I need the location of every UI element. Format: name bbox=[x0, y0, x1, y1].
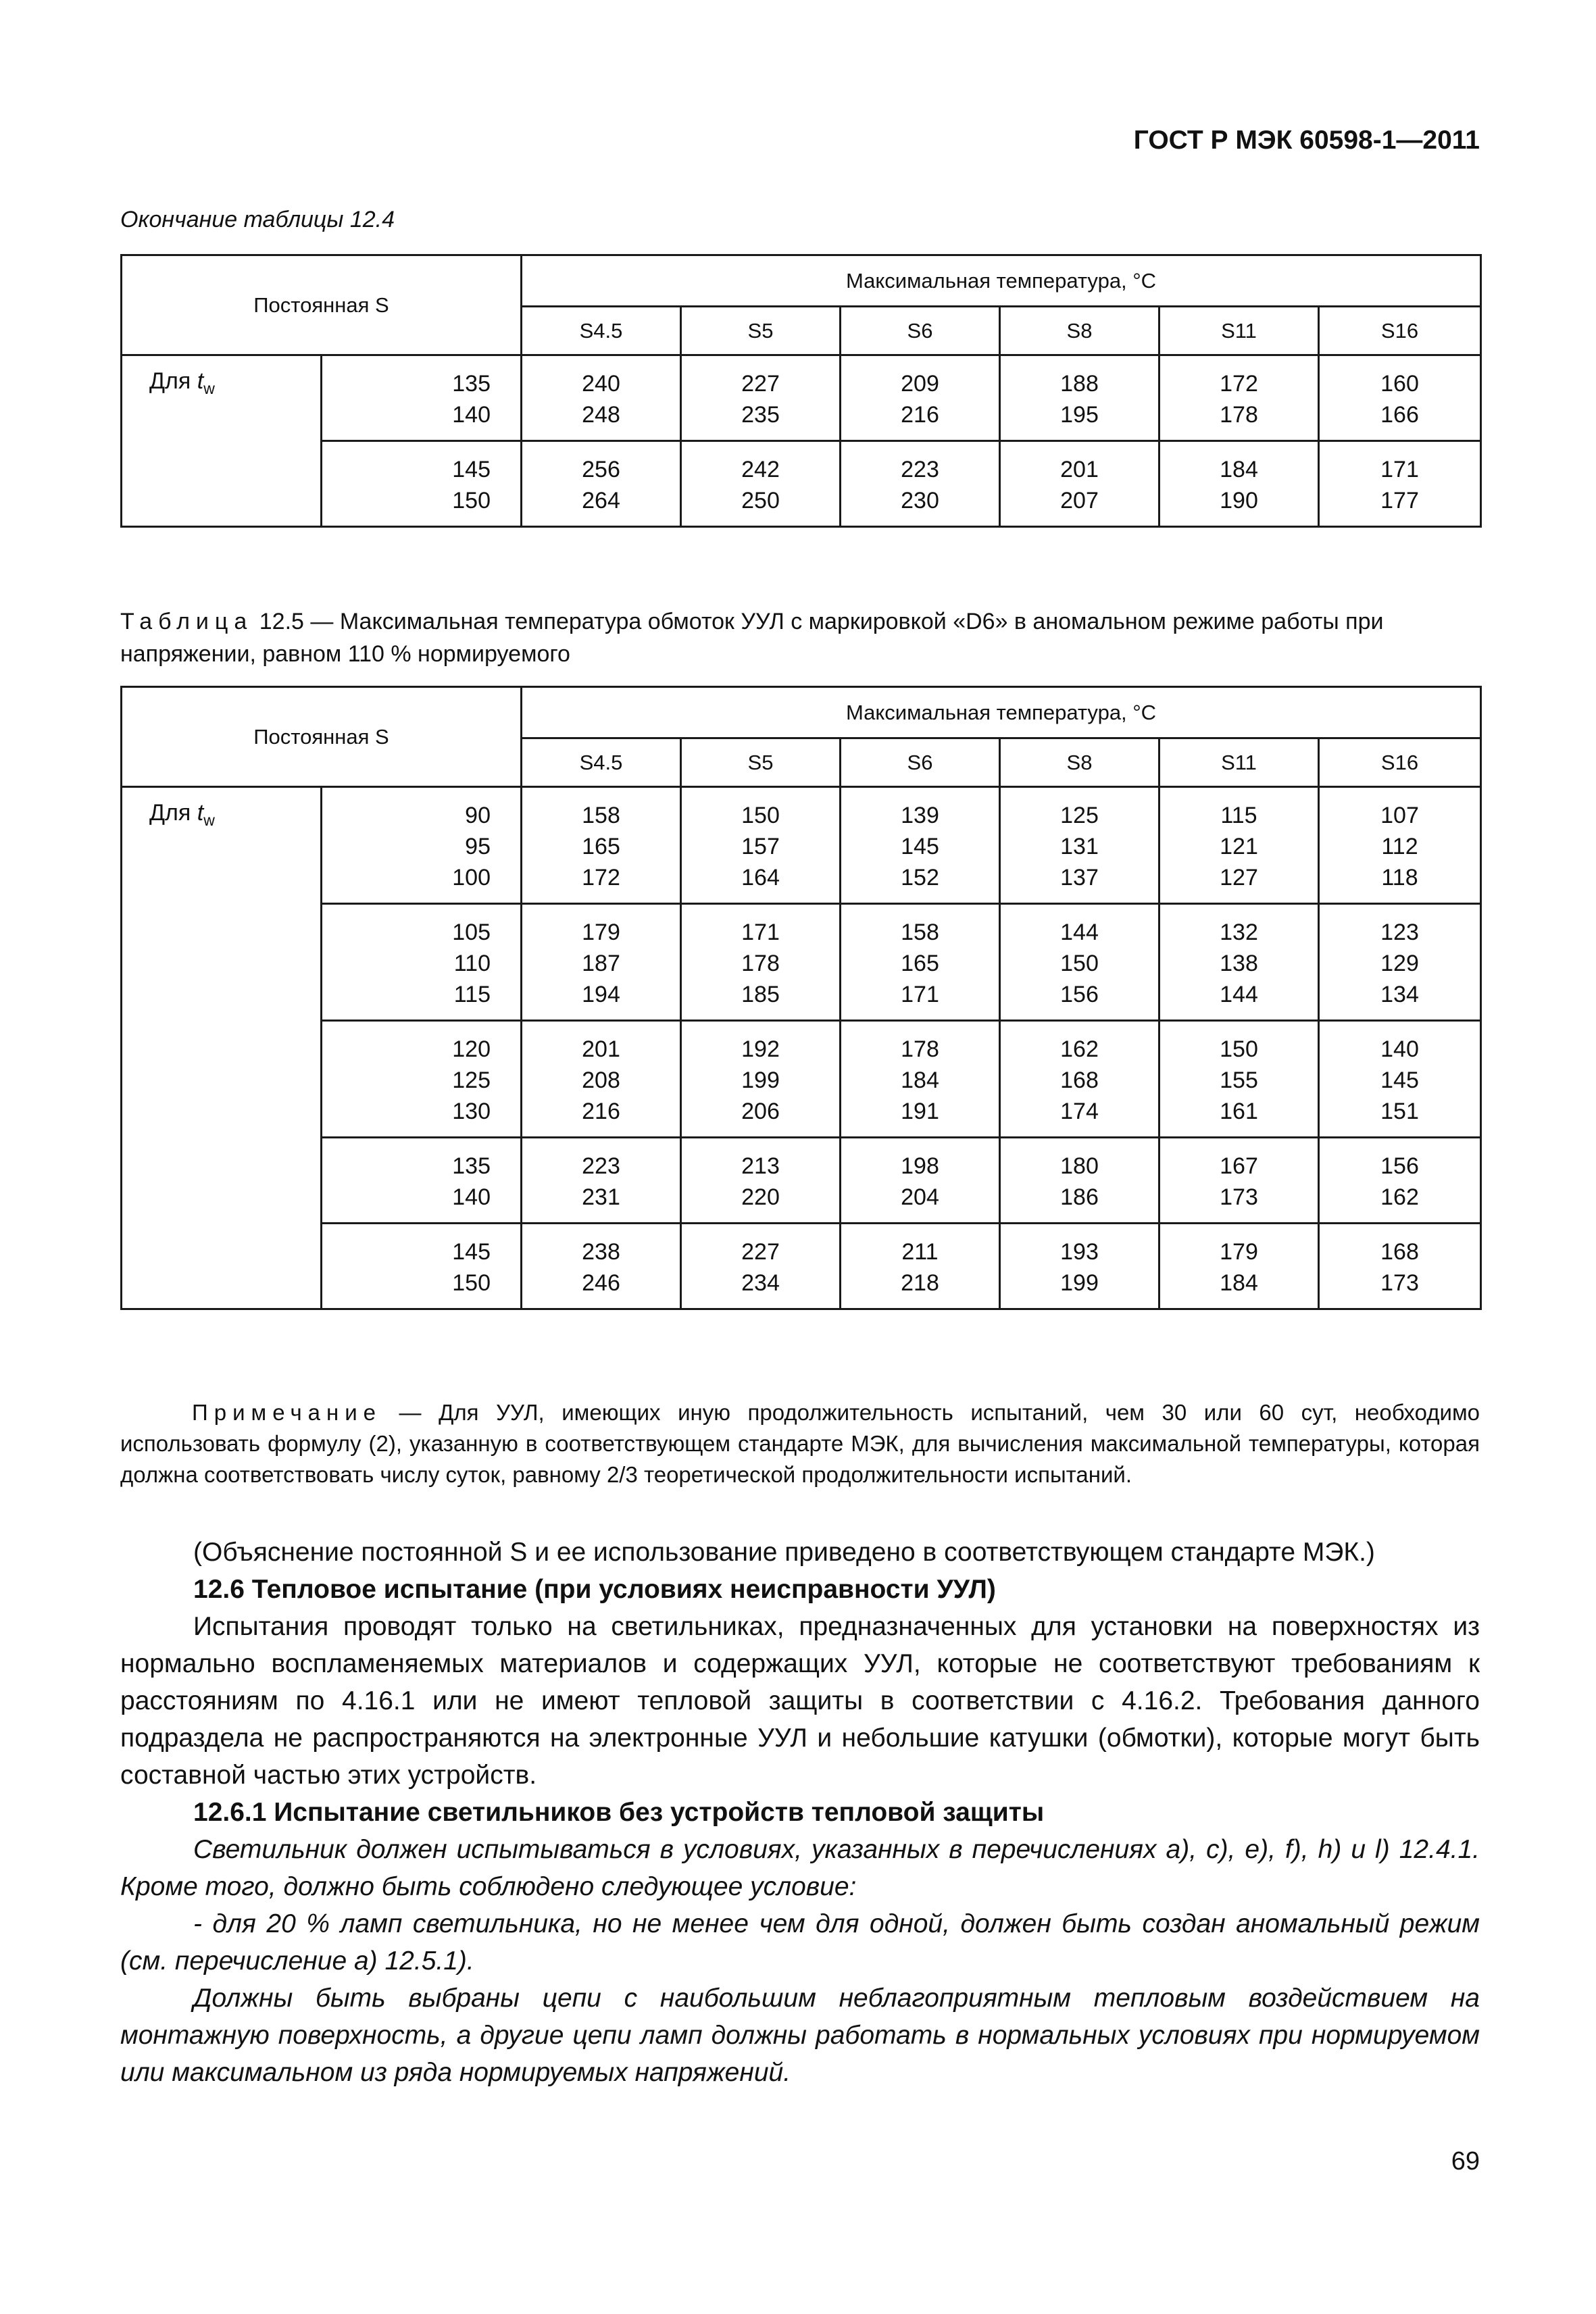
cell-value: 150 bbox=[452, 488, 491, 513]
cell-values bbox=[522, 441, 681, 527]
cell-value: 156 bbox=[1060, 982, 1099, 1007]
tw-values bbox=[322, 355, 522, 441]
cell-value: w bbox=[203, 811, 215, 829]
cell-value: 220 bbox=[741, 1184, 780, 1210]
cell-values bbox=[681, 441, 841, 527]
body-text bbox=[120, 1534, 1480, 2091]
cell-value: 123 bbox=[1380, 920, 1419, 945]
cell-value: 211 bbox=[901, 1239, 939, 1265]
table-continuation-caption: Окончание таблицы 12.4 bbox=[120, 207, 395, 232]
cell-value: 188 bbox=[1060, 371, 1099, 397]
cell-values bbox=[1159, 1224, 1319, 1309]
cell-value: 171 bbox=[1380, 457, 1419, 482]
column-header: S4.5 bbox=[522, 738, 681, 787]
section-heading: 12.6 Тепловое испытание (при условиях неисправности УУЛ) bbox=[193, 1575, 996, 1604]
cell-values bbox=[1159, 787, 1319, 904]
cell-value: 206 bbox=[741, 1099, 780, 1124]
cell-values bbox=[1000, 1021, 1159, 1138]
cell-value: 199 bbox=[741, 1067, 780, 1093]
subsection-heading: 12.6.1 Испытание светильников без устройств тепловой защиты bbox=[193, 1798, 1045, 1827]
column-header: S4.5 bbox=[522, 307, 681, 355]
cell-value: 264 bbox=[582, 488, 620, 513]
column-header: S16 bbox=[1319, 738, 1481, 787]
cell-value: 184 bbox=[901, 1067, 939, 1093]
column-header: S16 bbox=[1319, 307, 1481, 355]
tw-values bbox=[322, 441, 522, 527]
cell-value: 135 bbox=[452, 371, 491, 397]
row-label-tw bbox=[122, 787, 322, 1309]
column-header: S6 bbox=[841, 307, 1000, 355]
paragraph: Светильник должен испытываться в условиях, указанных в перечислениях а), с), е), f), h) и l) 12.4.1. Кроме того, должно быть соблюдено следующее условие: bbox=[120, 1835, 1480, 1901]
cell-value: 132 bbox=[1220, 920, 1258, 945]
cell-value: 120 bbox=[452, 1036, 491, 1062]
cell-value: 230 bbox=[901, 488, 939, 513]
row-label-tw bbox=[122, 355, 322, 527]
table-row bbox=[122, 1138, 1481, 1224]
cell-value: 201 bbox=[1060, 457, 1099, 482]
column-header: S11 bbox=[1159, 738, 1319, 787]
cell-values bbox=[841, 441, 1000, 527]
cell-value: 204 bbox=[901, 1184, 939, 1210]
cell-value: 168 bbox=[1380, 1239, 1419, 1265]
cell-value: 112 bbox=[1381, 834, 1418, 859]
column-header: S8 bbox=[1000, 307, 1159, 355]
cell-value: 115 bbox=[453, 982, 491, 1007]
column-header: S5 bbox=[681, 738, 841, 787]
note-paragraph: Примечание — Для УУЛ, имеющих иную продолжительность испытаний, чем 30 или 60 сут, необходимо использовать формулу (2), указанную в соответствующем стандарте МЭК, для вычисления максимальной температуры, которая должна соответствовать числу суток, равному 2/3 теоретической продолжительности испытаний. bbox=[120, 1400, 1480, 1487]
cell-value: 150 bbox=[1060, 951, 1099, 976]
cell-value: 223 bbox=[901, 457, 939, 482]
column-header: S5 bbox=[681, 307, 841, 355]
cell-value: 198 bbox=[901, 1153, 939, 1179]
header-constant-s: Постоянная S bbox=[122, 687, 522, 787]
cell-value: 165 bbox=[901, 951, 939, 976]
table-12-5 bbox=[120, 686, 1482, 1310]
tw-values bbox=[322, 1224, 522, 1309]
cell-value: 157 bbox=[741, 834, 780, 859]
cell-value: 164 bbox=[741, 865, 780, 890]
cell-values bbox=[1319, 355, 1481, 441]
paragraph: Должны быть выбраны цепи с наибольшим неблагоприятным тепловым воздействием на монтажную поверхность, а другие цепи ламп должны работать в нормальных условиях при нормируемом или максимальном из ряда нормируемых напряжений. bbox=[120, 1984, 1480, 2087]
cell-value: 223 bbox=[582, 1153, 620, 1179]
cell-values bbox=[681, 904, 841, 1021]
cell-values bbox=[1000, 355, 1159, 441]
cell-value: 231 bbox=[582, 1184, 620, 1210]
paragraph: Испытания проводят только на светильниках, предназначенных для установки на поверхностях из нормально воспламеняемых материалов и содержащих УУЛ, которые не соответствуют требованиям к расстояниям по 4.16.1 или не имеют тепловой защиты в соответствии с 4.16.2. Требования данного подраздела не распространяются на электронные УУЛ и небольшие катушки (обмотки), которые могут быть составной частью этих устройств. bbox=[120, 1612, 1480, 1790]
cell-value: 140 bbox=[452, 402, 491, 428]
cell-value: 90 bbox=[465, 803, 491, 828]
cell-value: 192 bbox=[741, 1036, 780, 1062]
cell-value: 161 bbox=[1220, 1099, 1258, 1124]
cell-value: 155 bbox=[1220, 1067, 1258, 1093]
cell-value: 150 bbox=[1220, 1036, 1258, 1062]
cell-value: 227 bbox=[741, 371, 780, 397]
cell-values bbox=[522, 787, 681, 904]
cell-value: 234 bbox=[741, 1270, 780, 1296]
cell-values bbox=[841, 1138, 1000, 1224]
cell-value: 125 bbox=[452, 1067, 491, 1093]
cell-values bbox=[841, 904, 1000, 1021]
cell-values bbox=[1319, 787, 1481, 904]
cell-value: 156 bbox=[1380, 1153, 1419, 1179]
cell-values bbox=[1319, 904, 1481, 1021]
cell-value: 184 bbox=[1220, 457, 1258, 482]
cell-value: 95 bbox=[465, 834, 491, 859]
cell-value: 193 bbox=[1060, 1239, 1099, 1265]
cell-value: 166 bbox=[1380, 402, 1419, 428]
cell-value: 246 bbox=[582, 1270, 620, 1296]
cell-value: 173 bbox=[1220, 1184, 1258, 1210]
cell-values bbox=[681, 1138, 841, 1224]
cell-value: 110 bbox=[453, 951, 491, 976]
cell-values bbox=[1000, 441, 1159, 527]
cell-value: 194 bbox=[582, 982, 620, 1007]
cell-value: 139 bbox=[901, 803, 939, 828]
cell-value: 190 bbox=[1220, 488, 1258, 513]
cell-values bbox=[1159, 355, 1319, 441]
cell-value: 137 bbox=[1060, 865, 1099, 890]
cell-value: 145 bbox=[1380, 1067, 1419, 1093]
cell-values bbox=[1319, 441, 1481, 527]
cell-values bbox=[1159, 441, 1319, 527]
cell-value: 100 bbox=[452, 865, 491, 890]
cell-value: 171 bbox=[901, 982, 939, 1007]
paragraph: - для 20 % ламп светильника, но не менее чем для одной, должен быть создан аномальный режим (см. перечисление а) 12.5.1). bbox=[120, 1909, 1480, 1976]
cell-value: 207 bbox=[1060, 488, 1099, 513]
cell-value: 172 bbox=[1220, 371, 1258, 397]
cell-values bbox=[681, 787, 841, 904]
cell-values bbox=[522, 1138, 681, 1224]
cell-value: 131 bbox=[1060, 834, 1099, 859]
header-constant-s: Постоянная S bbox=[122, 255, 522, 355]
cell-value: 195 bbox=[1060, 402, 1099, 428]
cell-value: 140 bbox=[1380, 1036, 1419, 1062]
cell-value: 178 bbox=[901, 1036, 939, 1062]
cell-value: 235 bbox=[741, 402, 780, 428]
standard-number: ГОСТ Р МЭК 60598-1—2011 bbox=[1133, 126, 1480, 155]
cell-value: 250 bbox=[741, 488, 780, 513]
cell-value: 158 bbox=[582, 803, 620, 828]
cell-value: 129 bbox=[1380, 951, 1419, 976]
cell-value: 178 bbox=[1220, 402, 1258, 428]
cell-value: 242 bbox=[741, 457, 780, 482]
cell-value: 187 bbox=[582, 951, 620, 976]
cell-values bbox=[1159, 1138, 1319, 1224]
cell-values bbox=[841, 1224, 1000, 1309]
cell-value: 165 bbox=[582, 834, 620, 859]
cell-value: 238 bbox=[582, 1239, 620, 1265]
cell-values bbox=[522, 355, 681, 441]
table-row bbox=[122, 441, 1481, 527]
cell-value: 256 bbox=[582, 457, 620, 482]
cell-values bbox=[1159, 904, 1319, 1021]
tw-values bbox=[322, 904, 522, 1021]
table-12-4-end bbox=[120, 254, 1482, 528]
cell-values bbox=[681, 1224, 841, 1309]
cell-value: 145 bbox=[901, 834, 939, 859]
tw-values bbox=[322, 1021, 522, 1138]
cell-value: 135 bbox=[452, 1153, 491, 1179]
cell-values bbox=[1319, 1021, 1481, 1138]
cell-value: 172 bbox=[582, 865, 620, 890]
cell-value: 150 bbox=[741, 803, 780, 828]
table-row bbox=[122, 1021, 1481, 1138]
cell-values bbox=[522, 1224, 681, 1309]
paragraph: (Объяснение постоянной S и ее использование приведено в соответствующем стандарте МЭК.) bbox=[193, 1538, 1375, 1567]
cell-value: 178 bbox=[741, 951, 780, 976]
cell-values bbox=[1319, 1224, 1481, 1309]
column-header: S11 bbox=[1159, 307, 1319, 355]
cell-value: 138 bbox=[1220, 951, 1258, 976]
cell-value: 179 bbox=[582, 920, 620, 945]
cell-value: Для bbox=[149, 800, 197, 826]
table-row bbox=[122, 1224, 1481, 1309]
cell-value: 144 bbox=[1220, 982, 1258, 1007]
cell-value: 240 bbox=[582, 371, 620, 397]
column-header: S6 bbox=[841, 738, 1000, 787]
cell-value: t bbox=[197, 800, 204, 826]
cell-values bbox=[1159, 1021, 1319, 1138]
table-row bbox=[122, 355, 1481, 441]
cell-value: t bbox=[197, 368, 204, 394]
table-12-5-caption: Таблица 12.5 — Максимальная температура обмоток УУЛ с маркировкой «D6» в аномальном режиме работы при напряжении, равном 110 % нормируемого bbox=[120, 609, 1384, 667]
cell-value: 227 bbox=[741, 1239, 780, 1265]
cell-values bbox=[681, 1021, 841, 1138]
cell-value: 213 bbox=[741, 1153, 780, 1179]
cell-value: 168 bbox=[1060, 1067, 1099, 1093]
tw-values bbox=[322, 787, 522, 904]
cell-value: 171 bbox=[741, 920, 780, 945]
cell-value: 208 bbox=[582, 1067, 620, 1093]
cell-values bbox=[1000, 904, 1159, 1021]
cell-values bbox=[681, 355, 841, 441]
cell-value: 162 bbox=[1380, 1184, 1419, 1210]
cell-value: 151 bbox=[1380, 1099, 1419, 1124]
cell-value: 167 bbox=[1220, 1153, 1258, 1179]
cell-value: 199 bbox=[1060, 1270, 1099, 1296]
header-max-temperature: Максимальная температура, °С bbox=[522, 687, 1481, 738]
cell-value: 162 bbox=[1060, 1036, 1099, 1062]
cell-value: 115 bbox=[1220, 803, 1257, 828]
table-row bbox=[122, 787, 1481, 904]
cell-value: 174 bbox=[1060, 1099, 1099, 1124]
cell-value: 248 bbox=[582, 402, 620, 428]
cell-value: 185 bbox=[741, 982, 780, 1007]
cell-value: Для bbox=[149, 368, 197, 394]
header-max-temperature: Максимальная температура, °С bbox=[522, 255, 1481, 307]
cell-values bbox=[522, 904, 681, 1021]
cell-value: 134 bbox=[1380, 982, 1419, 1007]
cell-value: 105 bbox=[452, 920, 491, 945]
cell-value: 209 bbox=[901, 371, 939, 397]
cell-values bbox=[522, 1021, 681, 1138]
cell-value: 145 bbox=[452, 457, 491, 482]
cell-value: 191 bbox=[901, 1099, 939, 1124]
cell-value: 125 bbox=[1060, 803, 1099, 828]
page-number: 69 bbox=[1451, 2147, 1480, 2175]
cell-value: 158 bbox=[901, 920, 939, 945]
cell-values bbox=[1000, 1138, 1159, 1224]
cell-value: w bbox=[203, 380, 215, 397]
cell-value: 216 bbox=[901, 402, 939, 428]
cell-value: 144 bbox=[1060, 920, 1099, 945]
cell-value: 173 bbox=[1380, 1270, 1419, 1296]
tw-values bbox=[322, 1138, 522, 1224]
cell-value: 107 bbox=[1380, 803, 1419, 828]
cell-value: 179 bbox=[1220, 1239, 1258, 1265]
cell-value: 160 bbox=[1380, 371, 1419, 397]
cell-value: 184 bbox=[1220, 1270, 1258, 1296]
cell-values bbox=[1000, 1224, 1159, 1309]
cell-value: 130 bbox=[452, 1099, 491, 1124]
cell-value: 152 bbox=[901, 865, 939, 890]
cell-value: 177 bbox=[1380, 488, 1419, 513]
cell-values bbox=[841, 355, 1000, 441]
cell-values bbox=[841, 1021, 1000, 1138]
cell-value: 201 bbox=[582, 1036, 620, 1062]
cell-value: 150 bbox=[452, 1270, 491, 1296]
cell-values bbox=[1319, 1138, 1481, 1224]
cell-value: 216 bbox=[582, 1099, 620, 1124]
table-row bbox=[122, 904, 1481, 1021]
cell-value: 121 bbox=[1220, 834, 1258, 859]
cell-value: 180 bbox=[1060, 1153, 1099, 1179]
cell-value: 145 bbox=[452, 1239, 491, 1265]
cell-value: 140 bbox=[452, 1184, 491, 1210]
cell-value: 218 bbox=[901, 1270, 939, 1296]
cell-value: 118 bbox=[1381, 865, 1418, 890]
cell-values bbox=[1000, 787, 1159, 904]
cell-value: 127 bbox=[1220, 865, 1258, 890]
cell-value: 186 bbox=[1060, 1184, 1099, 1210]
column-header: S8 bbox=[1000, 738, 1159, 787]
cell-values bbox=[841, 787, 1000, 904]
